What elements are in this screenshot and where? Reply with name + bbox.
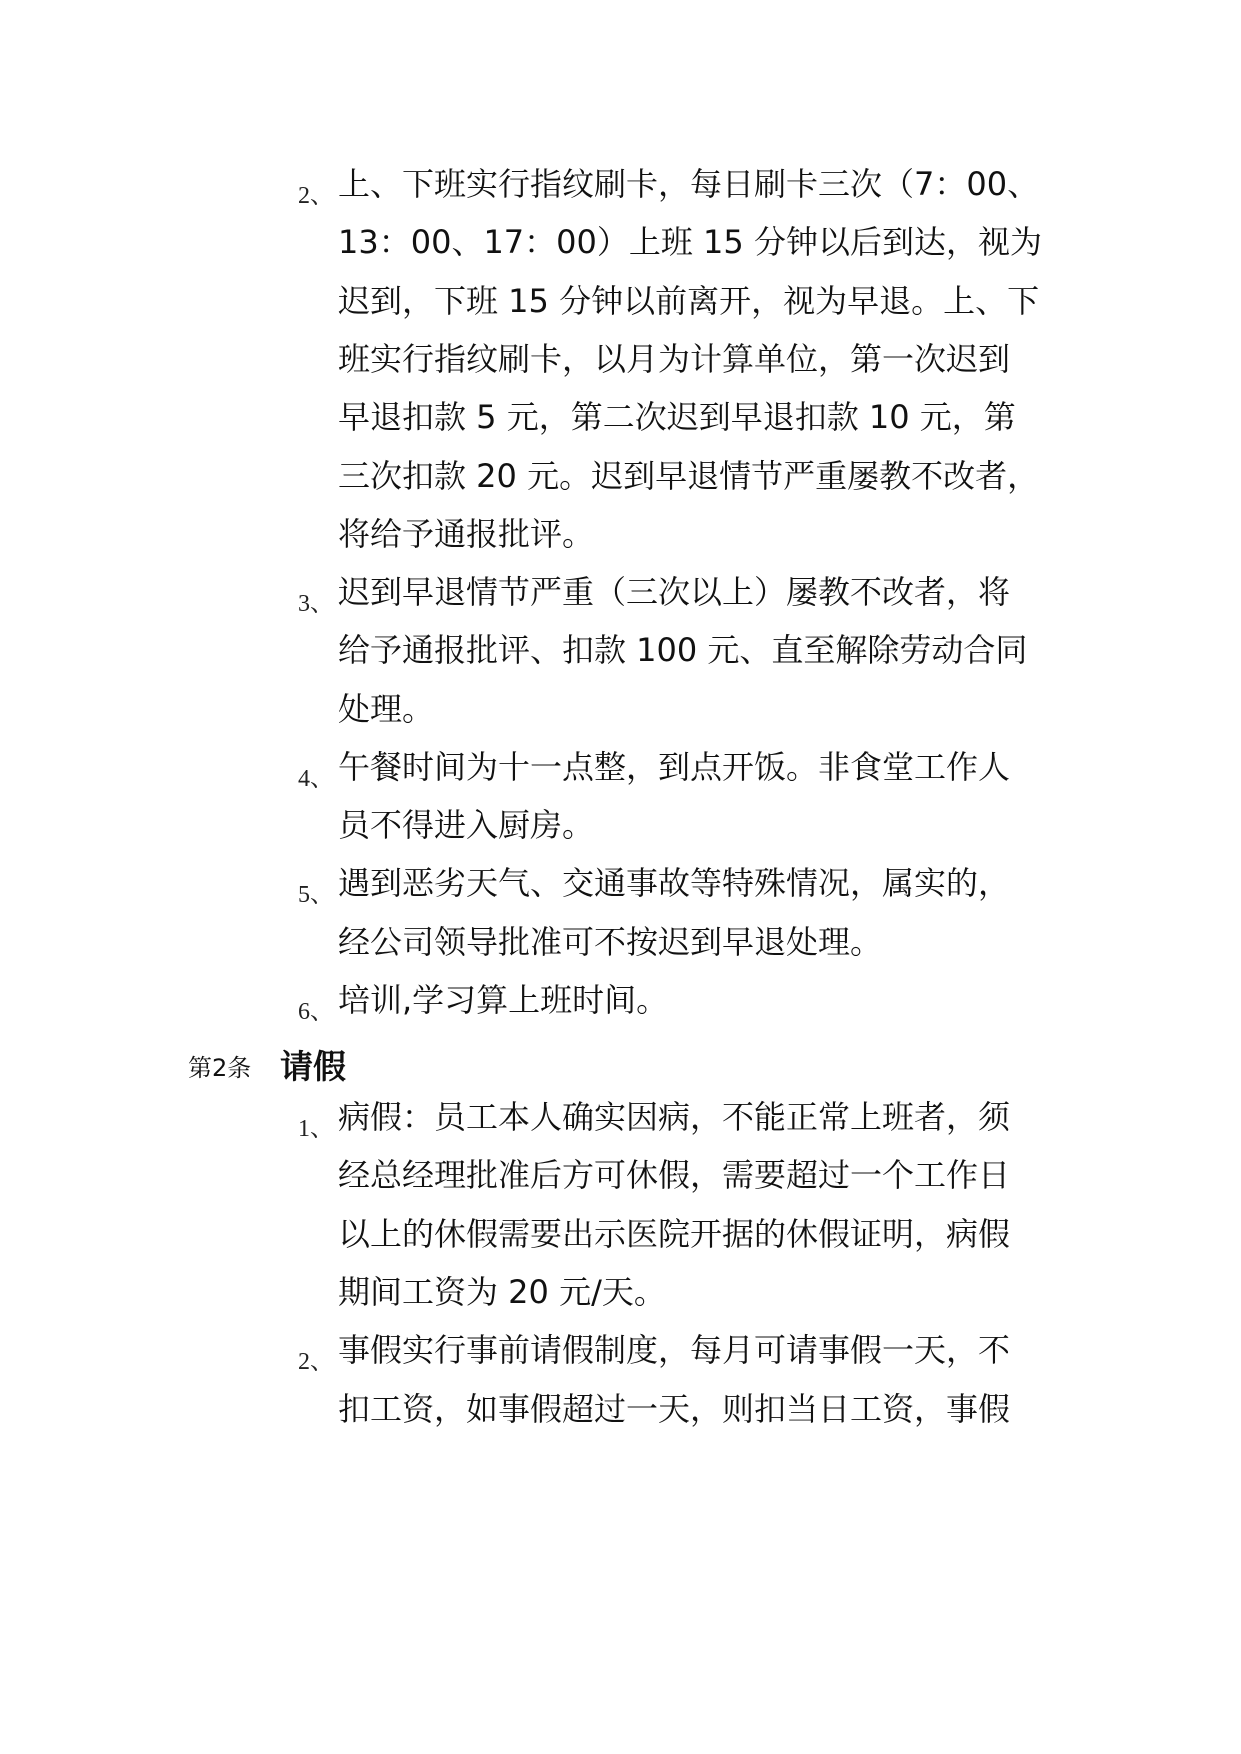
item-text-line: 遇到恶劣天气、交通事故等特殊情况，属实的， (338, 864, 1011, 902)
item-number: 2、 (298, 1349, 334, 1375)
item-number: 2、 (298, 183, 334, 209)
item-text-line: 迟到早退情节严重（三次以上）屡教不改者，将 (338, 573, 1011, 611)
item-text-line: 培训,学习算上班时间。 (338, 981, 669, 1019)
item-text-line: 以上的休假需要出示医院开据的休假证明，病假 (338, 1215, 1011, 1253)
item-text-line: 扣工资，如事假超过一天，则扣当日工资，事假 (338, 1390, 1011, 1428)
item-text-line: 处理。 (338, 690, 435, 728)
article-number: 第2条 (188, 1054, 252, 1082)
item-number: 4、 (298, 766, 334, 792)
item-number: 5、 (298, 882, 334, 908)
item-text-line: 给予通报批评、扣款 100 元、直至解除劳动合同 (338, 631, 1028, 669)
item-text-line: 13：00、17：00）上班 15 分钟以后到达，视为 (338, 223, 1042, 261)
article-title: 请假 (280, 1047, 346, 1086)
item-text-line: 班实行指纹刷卡，以月为计算单位，第一次迟到 (338, 340, 1011, 378)
item-text-line: 将给予通报批评。 (338, 515, 595, 553)
item-number: 3、 (298, 591, 334, 617)
item-text-line: 员不得进入厨房。 (338, 806, 595, 844)
item-text-line: 迟到，下班 15 分钟以前离开，视为早退。上、下 (338, 282, 1040, 320)
item-text-line: 早退扣款 5 元，第二次迟到早退扣款 10 元，第 (338, 398, 1016, 436)
item-text-line: 经总经理批准后方可休假，需要超过一个工作日 (338, 1156, 1011, 1194)
item-text-line: 期间工资为 20 元/天。 (338, 1273, 666, 1311)
item-text-line: 上、下班实行指纹刷卡，每日刷卡三次（7：00、 (338, 165, 1040, 203)
item-text-line: 事假实行事前请假制度，每月可请事假一天，不 (338, 1331, 1011, 1369)
item-number: 1、 (298, 1116, 334, 1142)
item-text-line: 午餐时间为十一点整，到点开饭。非食堂工作人 (338, 748, 1011, 786)
item-text-line: 经公司领导批准可不按迟到早退处理。 (338, 923, 883, 961)
item-number: 6、 (298, 999, 334, 1025)
item-text-line: 病假：员工本人确实因病，不能正常上班者，须 (338, 1098, 1011, 1136)
item-text-line: 三次扣款 20 元。迟到早退情节严重屡教不改者， (338, 457, 1040, 495)
